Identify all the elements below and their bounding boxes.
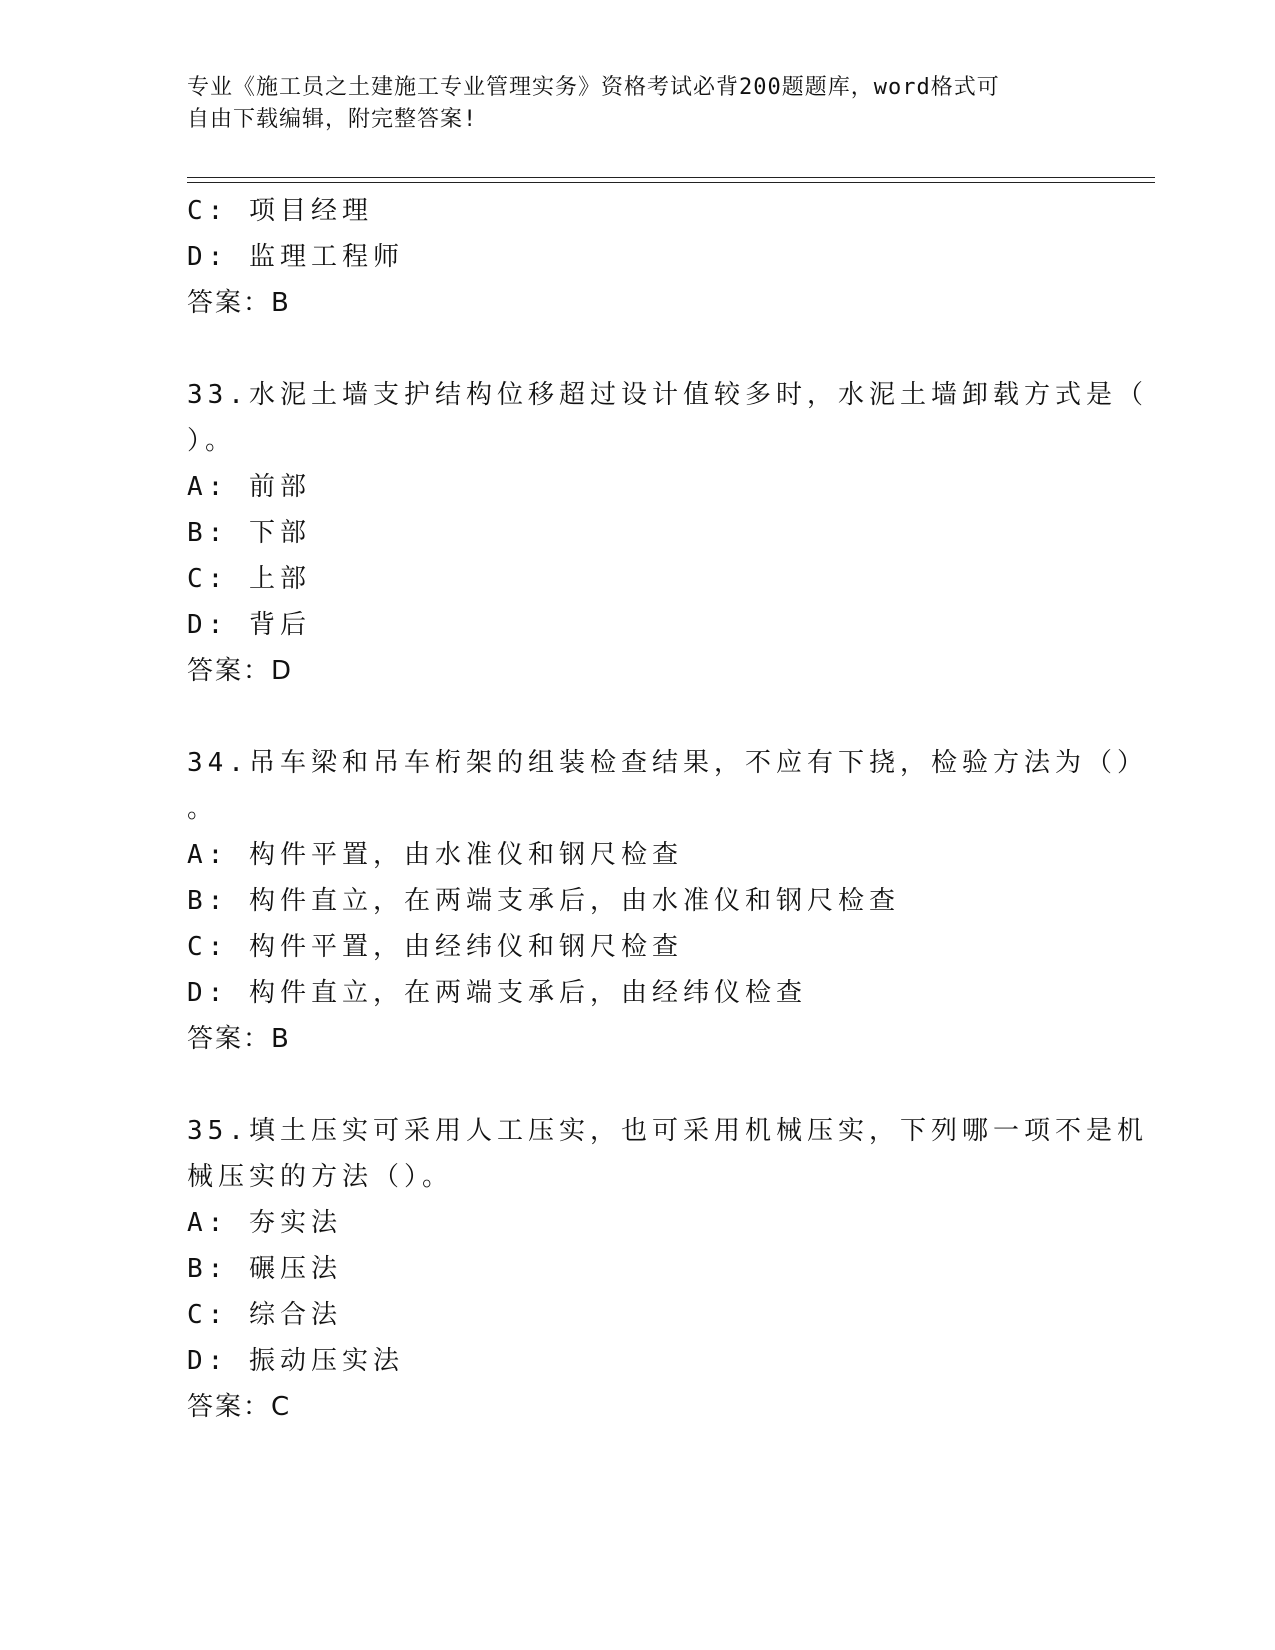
- option-b: B: 碾压法: [187, 1254, 342, 1284]
- option-a: A: 夯实法: [187, 1208, 342, 1238]
- option-d: D: 振动压实法: [187, 1346, 404, 1376]
- answer-line: 答案：B: [187, 288, 291, 318]
- question-34: [187, 740, 1148, 1062]
- header-line-2: 自由下载编辑，附完整答案!: [187, 107, 478, 132]
- option-c: C: 项目经理: [187, 196, 373, 226]
- option-c: C: 构件平置，由经纬仪和钢尺检查: [187, 932, 683, 962]
- question-35: [187, 1108, 1148, 1430]
- question-stem-line-2: ）。: [187, 426, 237, 456]
- option-d: D: 构件直立，在两端支承后，由经纬仪检查: [187, 978, 807, 1008]
- question-stem-line-1: 33.水泥土墙支护结构位移超过设计值较多时，水泥土墙卸载方式是（: [187, 380, 1148, 410]
- question-list: [187, 188, 1148, 1430]
- option-b: B: 构件直立，在两端支承后，由水准仪和钢尺检查: [187, 886, 900, 916]
- question-continuation: [187, 188, 1087, 326]
- header-divider-top: [187, 177, 1155, 178]
- page-header: [187, 72, 1067, 136]
- option-b: B: 下部: [187, 518, 311, 548]
- question-33: [187, 372, 1148, 694]
- option-d: D: 背后: [187, 610, 311, 640]
- option-d: D: 监理工程师: [187, 242, 404, 272]
- header-divider-bottom: [187, 182, 1155, 183]
- answer-line: 答案：C: [187, 1392, 292, 1422]
- option-a: A: 构件平置，由水准仪和钢尺检查: [187, 840, 683, 870]
- question-stem-line-2: 。: [187, 794, 219, 824]
- option-c: C: 上部: [187, 564, 311, 594]
- option-c: C: 综合法: [187, 1300, 342, 1330]
- header-line-1: 专业《施工员之土建施工专业管理实务》资格考试必背200题题库，word格式可: [187, 75, 1000, 100]
- answer-line: 答案：B: [187, 1024, 291, 1054]
- question-stem-line-1: 34.吊车梁和吊车桁架的组装检查结果，不应有下挠，检验方法为（）: [187, 748, 1148, 778]
- answer-line: 答案：D: [187, 656, 294, 686]
- option-a: A: 前部: [187, 472, 311, 502]
- question-stem-line-1: 35.填土压实可采用人工压实，也可采用机械压实，下列哪一项不是机: [187, 1116, 1148, 1146]
- question-stem-line-2: 械压实的方法（）。: [187, 1162, 454, 1192]
